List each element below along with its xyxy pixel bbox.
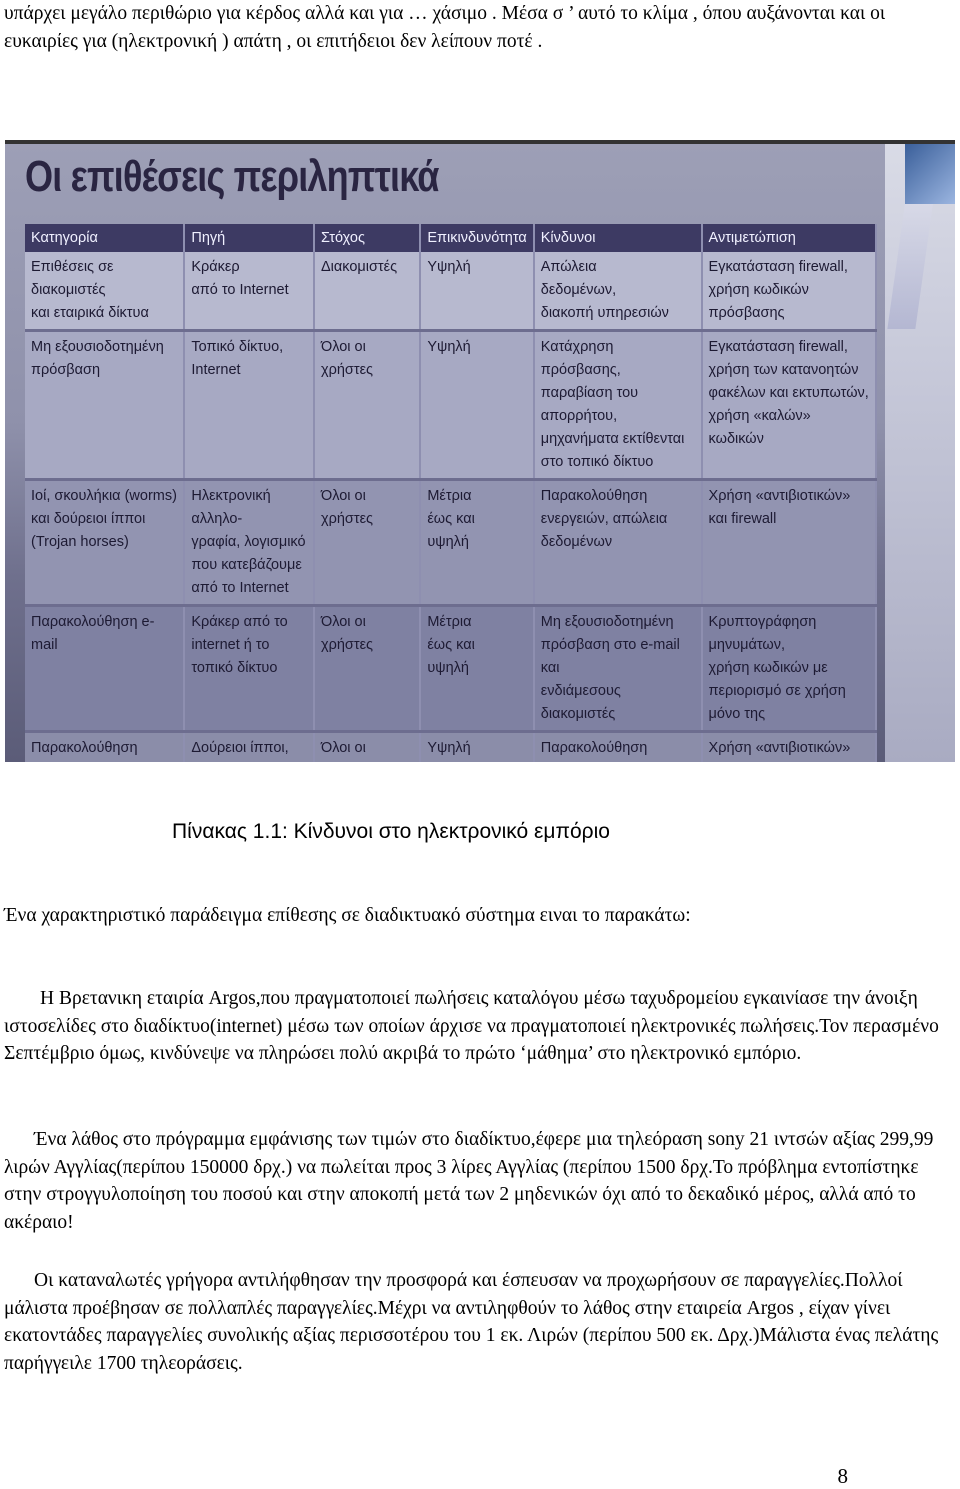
attacks-table-header: Κατηγορία	[25, 224, 184, 252]
attacks-table	[25, 224, 877, 762]
cell-line: τοπικό δίκτυο	[191, 660, 278, 676]
attacks-table-cell	[25, 732, 184, 763]
paragraph-pricing-error: Ένα λάθος στο πρόγραμμα εμφάνισης των τιμών στο διαδίκτυο,έφερε μια τηλεόραση sony 21 ιντσών αξίας 299,99 λιρών Αγγλίας(περίπου 150000 δρχ.) να πωλείται προς 3 λίρες Αγγλίας (περίπου 1500 δρχ.Το πρόβλημα εντοπίστηκε στην στρογγυλοποίηση του ποσού και στην αποκοπή μετά των 2 μηδενικών όχι από το δεκαδικό μέρος, αλλά από το ακέραιο!	[4, 1129, 934, 1233]
cell-line: που κατεβάζουμε	[191, 557, 302, 573]
cell-line: Υψηλή	[427, 740, 471, 756]
attacks-table-cell	[534, 732, 702, 763]
cell-line: Παρακολούθηση	[540, 488, 648, 504]
cell-line: Όλοι οι	[320, 740, 366, 756]
attacks-table-cell	[25, 331, 184, 480]
cell-line	[31, 760, 177, 762]
cell-line: Όλοι οι χρήστες	[320, 339, 374, 378]
cell-line: Απώλεια	[540, 259, 597, 275]
attacks-table-row	[25, 331, 876, 480]
cell-line: Internet	[191, 362, 241, 378]
attacks-table-cell	[702, 732, 876, 763]
cell-line: Παρακολούθηση e-mail	[31, 614, 155, 653]
cell-line: Τοπικό δίκτυο,	[191, 339, 284, 355]
attacks-table-cell	[314, 732, 420, 763]
cell-line: διακοπή υπηρεσιών	[540, 305, 669, 321]
cell-line: Χρήση «αντιβιοτικών»	[708, 740, 851, 756]
figure-corner-image	[905, 144, 955, 204]
attacks-table-header: Πηγή	[184, 224, 314, 252]
attacks-table-cell	[184, 331, 314, 480]
attacks-table-cell	[420, 606, 533, 732]
cell-line: πρόσβαση στο e-mail και	[540, 637, 680, 676]
cell-line	[709, 760, 869, 762]
cell-line: από το Internet	[191, 580, 289, 596]
attacks-table-row	[25, 480, 876, 606]
cell-line: και εταιρικά δίκτυα	[31, 305, 149, 321]
cell-line: ενεργειών, απώλεια	[540, 511, 668, 527]
cell-line: Ηλεκτρονική αλληλο-	[191, 488, 271, 527]
attacks-table-cell	[702, 480, 876, 606]
attacks-table-cell	[314, 331, 420, 480]
cell-line: Μέτρια	[427, 488, 472, 504]
attacks-summary-figure	[5, 140, 955, 762]
cell-line: Ιοί, σκουλήκια (worms)	[31, 488, 177, 504]
intro-paragraph: υπάρχει μεγάλο περιθώριο για κέρδος αλλά και για … χάσιμο . Μέσα σ ’ αυτό το κλίμα , όπου αυξάνονται και οι ευκαιρίες για (ηλεκτρονική ) απάτη , οι επιτήδειοι δεν λείπουν ποτέ .	[4, 3, 886, 52]
table-caption: Πίνακας 1.1: Κίνδυνοι στο ηλεκτρονικό εμπόριο	[172, 820, 610, 843]
cell-line: Κράκερ από το	[191, 614, 288, 630]
attacks-table-cell	[314, 480, 420, 606]
attacks-table-cell	[25, 252, 184, 331]
attacks-table-cell	[314, 252, 420, 331]
cell-line: Μη εξουσιοδοτημένη	[540, 614, 674, 630]
cell-line: και δούρειοι ίπποι	[31, 511, 146, 527]
attacks-table-cell	[314, 606, 420, 732]
attacks-table-header: Επικινδυνότητα	[420, 224, 533, 252]
cell-line: περιορισμό σε χρήση	[708, 683, 846, 699]
cell-line: Μέτρια	[427, 614, 472, 630]
cell-line: χρήση «καλών» κωδικών	[708, 408, 811, 447]
attacks-table-cell	[534, 252, 702, 331]
attacks-table-cell	[184, 606, 314, 732]
cell-line: έως και	[427, 511, 475, 527]
attacks-table-cell	[25, 480, 184, 606]
cell-line: και firewall	[708, 511, 777, 527]
paragraph-orders: Οι καταναλωτές γρήγορα αντιλήφθησαν την προσφορά και έσπευσαν να προχωρήσουν σε παραγγελίες.Πολλοί μάλιστα προέβησαν σε πολλαπλές παραγγελίες.Μέχρι να αντιληφθούν το λάθος στην εταιρεία Argos , είχαν γίνει εκατοντάδες παραγγελίες συνολικής αξίας περισσοτέρου του 1 εκ. Λιρών (περίπου 500 εκ. Δρχ.)Μάλιστα ένας πελάτης παρήγγειλε 1700 τηλεοράσεις.	[4, 1270, 939, 1374]
cell-line: Υψηλή	[427, 259, 471, 275]
attacks-table-cell	[184, 480, 314, 606]
cell-line: Εγκατάσταση firewall,	[708, 339, 848, 355]
cell-line: Παρακολούθηση	[31, 740, 138, 756]
cell-line: δεδομένων,	[540, 282, 617, 298]
cell-line: Όλοι οι χρήστες	[320, 614, 374, 653]
cell-line: Χρήση «αντιβιοτικών»	[708, 488, 851, 504]
cell-line: χρήση κωδικών με	[708, 660, 828, 676]
attacks-table-header: Κίνδυνοι	[534, 224, 702, 252]
attacks-table-header-row	[25, 224, 876, 252]
attacks-table-header: Αντιμετώπιση	[702, 224, 876, 252]
cell-line: Παρακολούθηση	[540, 740, 648, 756]
cell-line: υψηλή	[427, 660, 469, 676]
attacks-table-header: Στόχος	[314, 224, 420, 252]
attacks-table-cell	[702, 252, 876, 331]
cell-line: Υψηλή	[427, 339, 471, 355]
attacks-table-cell	[534, 480, 702, 606]
attacks-table-cell	[534, 331, 702, 480]
attacks-table-body	[25, 252, 876, 762]
cell-line: Επιθέσεις σε διακομιστές	[31, 259, 114, 298]
attacks-table-cell	[420, 480, 533, 606]
cell-line: γραφία, λογισμικό	[191, 534, 306, 550]
attacks-table-cell	[25, 606, 184, 732]
cell-line: Διακομιστές	[320, 259, 398, 275]
cell-line: στο τοπικό δίκτυο	[540, 454, 654, 470]
attacks-table-cell	[184, 732, 314, 763]
cell-line: Κατάχρηση πρόσβασης,	[540, 339, 621, 378]
page-number: 8	[837, 1464, 848, 1488]
cell-line: πρόσβαση	[31, 362, 101, 378]
cell-line: υψηλή	[427, 534, 469, 550]
attacks-table-cell	[420, 331, 533, 480]
attacks-table-row	[25, 252, 876, 331]
cell-line: χρήση κωδικών πρόσβασης	[708, 282, 809, 321]
attacks-table-cell	[184, 252, 314, 331]
cell-line: internet ή το	[191, 637, 270, 653]
cell-line: Μη εξουσιοδοτημένη	[31, 339, 164, 355]
figure-title: Οι επιθέσεις περιληπτικά	[25, 152, 439, 201]
cell-line: μόνο της	[708, 706, 766, 722]
cell-line	[541, 760, 695, 762]
attacks-table-cell	[702, 331, 876, 480]
cell-line: από το Internet	[191, 282, 289, 298]
attacks-table-cell	[702, 606, 876, 732]
attacks-table-cell	[534, 606, 702, 732]
attacks-table-row	[25, 606, 876, 732]
cell-line: έως και	[427, 637, 475, 653]
attacks-table-cell	[420, 732, 533, 763]
cell-line: ενδιάμεσους διακομιστές	[540, 683, 621, 722]
cell-line: Δούρειοι ίπποι,	[191, 740, 289, 756]
cell-line: Κράκερ	[191, 259, 240, 275]
cell-line	[191, 760, 307, 762]
attacks-table-row	[25, 732, 876, 763]
cell-line: Εγκατάσταση firewall,	[708, 259, 848, 275]
cell-line: παραβίαση του απορρήτου,	[540, 385, 639, 424]
cell-line: χρήση των κατανοητών	[708, 362, 859, 378]
attacks-table-cell	[420, 252, 533, 331]
cell-line: φακέλων και εκτυπωτών,	[708, 385, 869, 401]
paragraph-example-intro: Ένα χαρακτηριστικό παράδειγμα επίθεσης σε διαδικτυακό σύστημα ειναι το παρακάτω:	[4, 905, 691, 926]
cell-line: δεδομένων	[540, 534, 613, 550]
cell-line: Όλοι οι χρήστες	[320, 488, 374, 527]
paragraph-argos: Η Βρετανικη εταιρία Argos,που πραγματοποιεί πωλήσεις καταλόγου μέσω ταχυδρομείου εγκαινίασε την άνοιξη ιστοσελίδες στο διαδίκτυο(internet) μέσω των οποίων άρχισε να πραγματοποιεί ηλεκτρονικές πωλήσεις.Τον περασμένο Σεπτέμβριο όμως, κινδύνεψε να πληρώσει πολύ ακριβά το πρώτο ‘μάθημα’ στο ηλεκτρονικό εμπόριο.	[4, 988, 939, 1064]
cell-line: Κρυπτογράφηση μηνυμάτων,	[708, 614, 817, 653]
cell-line: μηχανήματα εκτίθενται	[540, 431, 685, 447]
cell-line: (Trojan horses)	[31, 534, 129, 550]
